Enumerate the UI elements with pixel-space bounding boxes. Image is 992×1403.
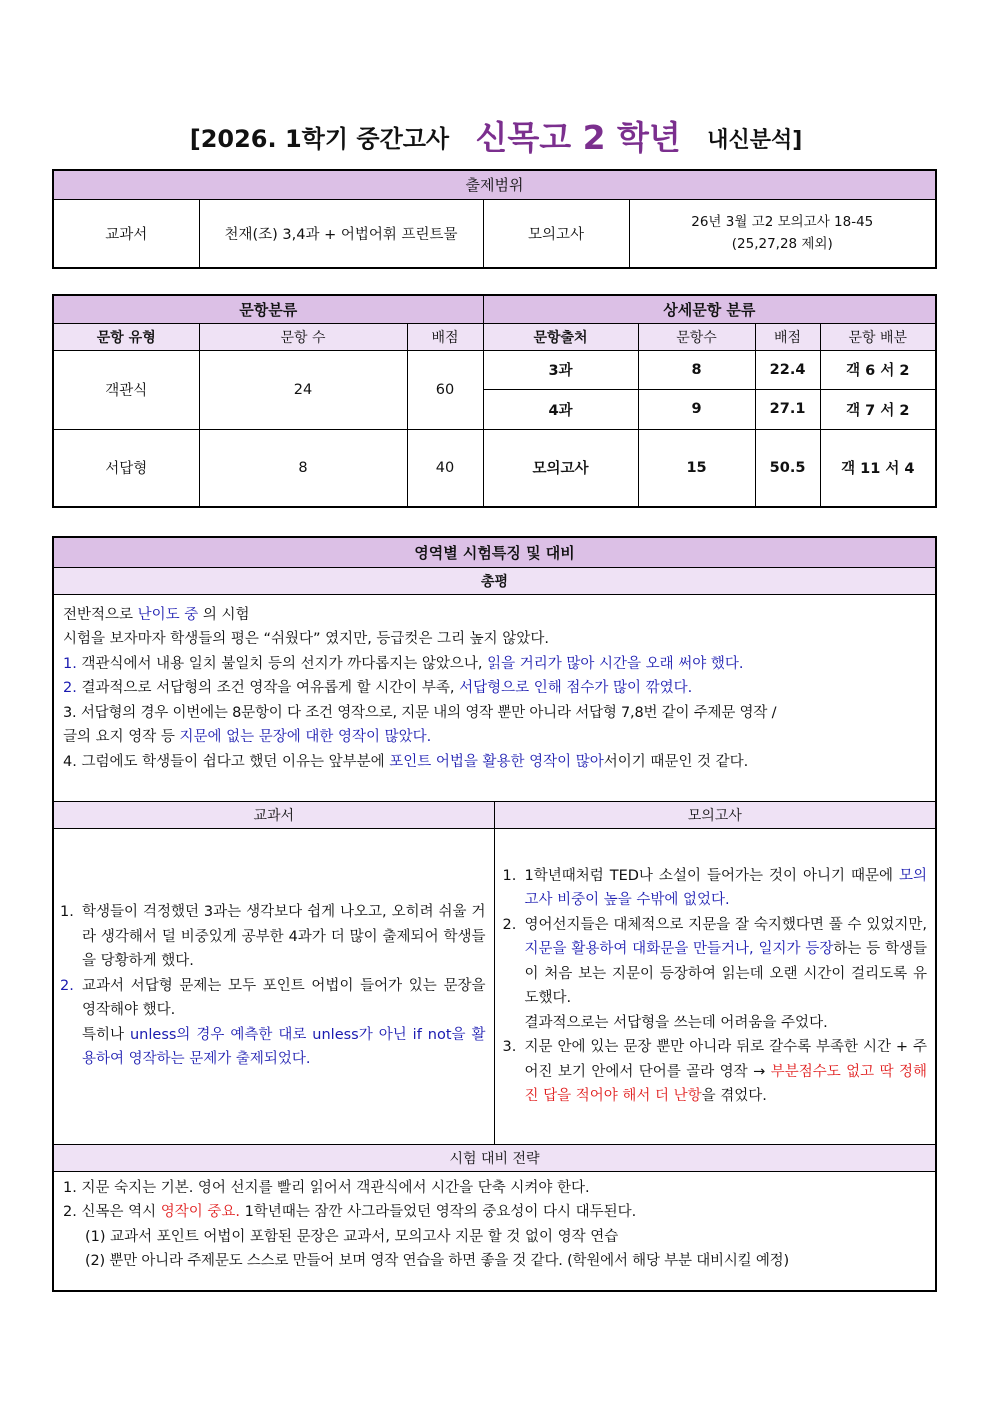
blue-highlight: unless의 경우 예측한 대로 unless가 아닌 if not을 활용하여 영작하는 문제가 출제되었다. bbox=[82, 1026, 486, 1068]
col-header-distribution: 문항 배분 bbox=[820, 323, 936, 350]
text-span: 지문 안에 있는 문장 뿐만 아니라 뒤로 갈수록 부족한 시간 + 주어진 보기 안에서 단어를 골라 영작 → bbox=[524, 1039, 928, 1080]
summary-line: 3. 서답형의 경우 이번에는 8문항이 다 조건 영작으로, 지문 내의 영작 뿐만 아니라 서답형 7,8번 같이 주제문 영작 / bbox=[63, 704, 777, 721]
blue-highlight: 지문을 활용하여 대화문을 만들거나, 일지가 등장 bbox=[524, 941, 834, 957]
textbook-header: 교과서 bbox=[53, 801, 494, 828]
distribution-cell: 객 7 서 2 bbox=[820, 389, 936, 429]
summary-line bbox=[63, 652, 926, 677]
range-textbook-label: 교과서 bbox=[53, 199, 199, 268]
classification-header: 문항분류 bbox=[53, 295, 483, 323]
title-school-grade: 신목고 2 학년 bbox=[475, 118, 681, 157]
text-span: 2. 신목은 역시 bbox=[63, 1204, 161, 1220]
col-header-detail-count: 문항수 bbox=[638, 323, 755, 350]
mock-header: 모의고사 bbox=[494, 801, 936, 828]
summary-line bbox=[63, 725, 926, 750]
text-span: 결과적으로는 서답형을 쓰는데 어려움을 주었다. bbox=[524, 1014, 828, 1031]
type-cell: 객관식 bbox=[53, 350, 199, 429]
col-header-count: 문항 수 bbox=[199, 323, 407, 350]
classification-table bbox=[52, 294, 937, 508]
range-mock-value-line1: 26년 3월 고2 모의고사 18-45 bbox=[691, 214, 874, 231]
mock-list bbox=[503, 864, 928, 1109]
analysis-table bbox=[52, 536, 937, 1292]
count-cell: 8 bbox=[199, 429, 407, 507]
list-item bbox=[60, 974, 486, 1072]
item-number: 2. bbox=[502, 916, 517, 933]
type-cell: 서답형 bbox=[53, 429, 199, 507]
title-prefix: [2026. 1학기 중간고사 bbox=[189, 125, 450, 153]
blue-highlight: 읽을 거리가 많아 시간을 오래 써야 했다. bbox=[487, 655, 744, 672]
list-item bbox=[503, 913, 928, 1036]
distribution-cell: 객 11 서 4 bbox=[820, 429, 936, 507]
item-number: 1. bbox=[502, 867, 517, 884]
strategy-line: (1) 교과서 포인트 어법이 포함된 문장은 교과서, 모의고사 지문 할 것 없이 영작 연습 bbox=[85, 1228, 619, 1245]
item-text: 학생들이 걱정했던 3과는 생각보다 쉽게 나오고, 오히려 쉬울 거라 생각해서 덜 비중있게 공부한 4과가 더 많이 출제되어 학생들을 당황하게 했다. bbox=[82, 904, 486, 970]
summary-line bbox=[63, 750, 926, 775]
source-cell: 4과 bbox=[483, 389, 638, 429]
text-span: 결과적으로 서답형의 조건 영작을 여유롭게 할 시간이 부족, bbox=[76, 680, 460, 696]
strategy-line: 1. 지문 숙지는 기본. 영어 선지를 빨리 읽어서 객관식에서 시간을 단축 시켜야 한다. bbox=[63, 1179, 590, 1196]
page-title bbox=[0, 112, 992, 159]
list-item bbox=[503, 864, 928, 913]
col-header-detail-points: 배점 bbox=[755, 323, 820, 350]
strategy-body bbox=[53, 1171, 936, 1291]
summary-line bbox=[63, 676, 926, 701]
source-cell: 모의고사 bbox=[483, 429, 638, 507]
red-highlight: 부분점수도 없고 딱 정해진 답을 적어야 해서 더 난항 bbox=[524, 1063, 928, 1104]
text-span: 을 겪었다. bbox=[701, 1088, 767, 1104]
text-span: 특히나 bbox=[82, 1026, 130, 1043]
detail-count-cell: 15 bbox=[638, 429, 755, 507]
blue-highlight: 모의고사 비중이 높을 수밖에 없었다. bbox=[524, 867, 928, 908]
blue-highlight: 서답형으로 인해 점수가 많이 깎였다. bbox=[459, 680, 693, 696]
strategy-line: (2) 뿐만 아니라 주제문도 스스로 만들어 보며 영작 연습을 하면 좋을 것 같다. (학원에서 해당 부분 대비시킬 예정) bbox=[85, 1253, 789, 1269]
blue-highlight: 지문에 없는 문장에 대한 영작이 많았다. bbox=[179, 729, 432, 745]
range-mock-value bbox=[629, 199, 936, 268]
text-span: 영어선지들은 대체적으로 지문을 잘 숙지했다면 풀 수 있었지만, bbox=[524, 916, 928, 933]
summary-header: 총평 bbox=[53, 567, 936, 594]
list-item bbox=[60, 900, 486, 974]
detail-points-cell: 27.1 bbox=[755, 389, 820, 429]
text-span: 글의 요지 영작 등 bbox=[63, 729, 180, 745]
red-highlight: 영작이 중요. bbox=[160, 1204, 240, 1220]
text-span: 전반적으로 bbox=[63, 606, 138, 623]
points-cell: 40 bbox=[407, 429, 483, 507]
range-header: 출제범위 bbox=[53, 170, 936, 199]
range-table bbox=[52, 169, 937, 269]
text-span: 하는 등 학생들이 처음 보는 지문이 등장하여 읽는데 오랜 시간이 걸리도록 유도했다. bbox=[524, 941, 928, 1006]
detail-classification-header: 상세문항 분류 bbox=[483, 295, 936, 323]
summary-line: 시험을 보자마자 학생들의 평은 “쉬웠다” 였지만, 등급컷은 그리 높지 않았다. bbox=[63, 631, 549, 647]
title-suffix: 내신분석] bbox=[707, 128, 803, 153]
item-number: 2. bbox=[63, 680, 77, 696]
distribution-cell: 객 6 서 2 bbox=[820, 350, 936, 389]
range-textbook-value: 천재(조) 3,4과 + 어법어휘 프린트물 bbox=[199, 199, 483, 268]
difficulty-highlight: 난이도 중 bbox=[137, 606, 199, 623]
item-text: 교과서 서답형 문제는 모두 포인트 어법이 들어가 있는 문장을 영작해야 했다. bbox=[82, 977, 486, 1019]
strategy-line bbox=[63, 1200, 926, 1225]
analysis-header: 영역별 시험특징 및 대비 bbox=[53, 537, 936, 567]
text-span: 4. 그럼에도 학생들이 쉽다고 했던 이유는 앞부분에 bbox=[63, 753, 390, 770]
points-cell: 60 bbox=[407, 350, 483, 429]
text-span: 객관식에서 내용 일치 불일치 등의 선지가 까다롭지는 않았으나, bbox=[76, 655, 488, 672]
item-number: 2. bbox=[60, 977, 74, 994]
count-cell: 24 bbox=[199, 350, 407, 429]
textbook-list bbox=[60, 900, 486, 1072]
item-number: 1. bbox=[63, 655, 77, 672]
text-span: 서이기 때문인 것 같다. bbox=[603, 753, 749, 770]
col-header-points: 배점 bbox=[407, 323, 483, 350]
source-cell: 3과 bbox=[483, 350, 638, 389]
detail-points-cell: 22.4 bbox=[755, 350, 820, 389]
summary-body bbox=[53, 594, 936, 801]
detail-points-cell: 50.5 bbox=[755, 429, 820, 507]
col-header-type: 문항 유형 bbox=[53, 323, 199, 350]
text-span: 1학년때처럼 TED나 소설이 들어가는 것이 아니기 때문에 bbox=[524, 867, 899, 884]
text-span: 1학년때는 잠깐 사그라들었던 영작의 중요성이 다시 대두된다. bbox=[239, 1204, 637, 1220]
summary-line bbox=[63, 603, 926, 628]
text-span: 의 시험 bbox=[198, 606, 250, 623]
col-header-source: 문항출처 bbox=[483, 323, 638, 350]
blue-highlight: 포인트 어법을 활용한 영작이 많아 bbox=[389, 753, 604, 770]
item-number: 3. bbox=[502, 1039, 517, 1055]
strategy-header: 시험 대비 전략 bbox=[53, 1144, 936, 1171]
item-number: 1. bbox=[60, 904, 74, 921]
textbook-analysis bbox=[53, 828, 494, 1144]
range-mock-value-line2: (25,27,28 제외) bbox=[731, 236, 833, 253]
detail-count-cell: 8 bbox=[638, 350, 755, 389]
range-mock-label: 모의고사 bbox=[483, 199, 629, 268]
list-item bbox=[503, 1035, 928, 1109]
mock-analysis bbox=[494, 828, 936, 1144]
detail-count-cell: 9 bbox=[638, 389, 755, 429]
